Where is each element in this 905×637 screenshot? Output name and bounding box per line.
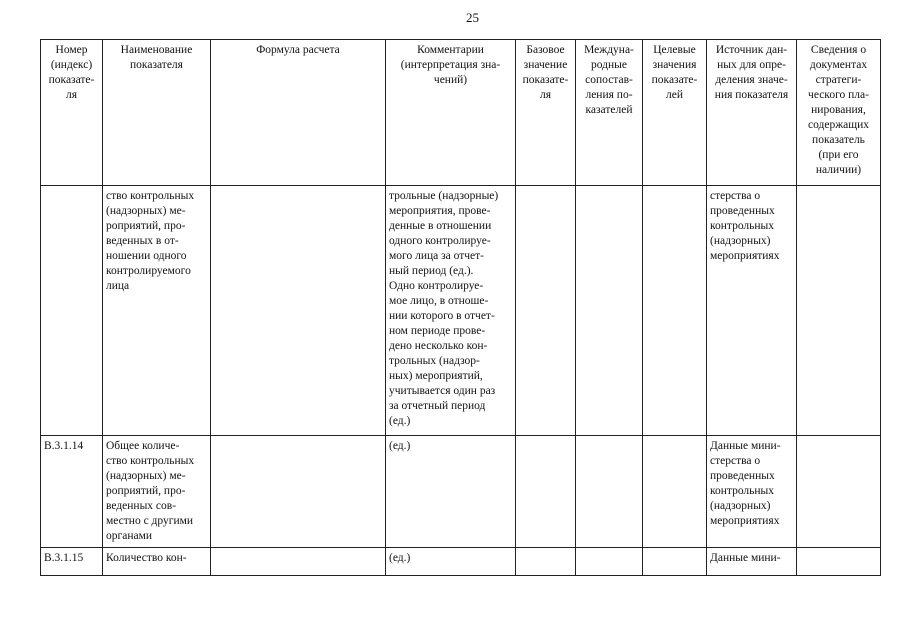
header-target-values: Целевые значения показате- лей [643,40,707,186]
cell-strategic-docs [797,186,881,436]
table-header-row [41,40,881,186]
cell-comment: трольные (надзорные) мероприятия, прове- денные в отношении одного контролируе- мого лица за отчет- ный период (ед.). Одно контролируе- мое лицо, в отноше- нии которого в отчет- ном периоде прове- дено несколько кон- трольных (надзор- ных) мероприятий, учитывается один раз за отчетный период (ед.) [386,186,516,436]
table-row [41,548,881,576]
header-base-value: Базовое значение показате- ля [516,40,576,186]
cell-target-values [643,436,707,548]
cell-name: ство контрольных (надзорных) ме- роприятий, про- веденных в от- ношении одного контролируемого лица [103,186,211,436]
cell-target-values [643,186,707,436]
header-international: Междуна- родные сопостав- ления по- казателей [576,40,643,186]
cell-formula [211,436,386,548]
cell-index: В.3.1.14 [41,436,103,548]
cell-target-values [643,548,707,576]
cell-base-value [516,548,576,576]
header-name: Наименование показателя [103,40,211,186]
cell-base-value [516,186,576,436]
cell-data-source: Данные мини- [707,548,797,576]
cell-strategic-docs [797,436,881,548]
indicator-table-container [40,39,880,576]
cell-name: Общее количе- ство контрольных (надзорных) ме- роприятий, про- веденных сов- местно с другими органами [103,436,211,548]
indicator-table [40,39,881,576]
cell-international [576,436,643,548]
cell-index [41,186,103,436]
page-number: 25 [466,10,479,25]
cell-base-value [516,436,576,548]
cell-comment: (ед.) [386,548,516,576]
header-comment: Комментарии (интерпретация зна- чений) [386,40,516,186]
cell-index: В.3.1.15 [41,548,103,576]
cell-international [576,548,643,576]
table-row [41,186,881,436]
header-formula: Формула расчета [211,40,386,186]
cell-data-source: Данные мини- стерства о проведенных контрольных (надзорных) мероприятиях [707,436,797,548]
header-index: Номер (индекс) показате- ля [41,40,103,186]
cell-formula [211,548,386,576]
cell-comment: (ед.) [386,436,516,548]
cell-strategic-docs [797,548,881,576]
cell-name: Количество кон- [103,548,211,576]
header-data-source: Источник дан- ных для опре- деления значе- ния показателя [707,40,797,186]
table-row [41,436,881,548]
cell-data-source: стерства о проведенных контрольных (надзорных) мероприятиях [707,186,797,436]
cell-formula [211,186,386,436]
header-strategic-docs: Сведения о документах стратеги- ческого пла- нирования, содержащих показатель (при его наличии) [797,40,881,186]
cell-international [576,186,643,436]
